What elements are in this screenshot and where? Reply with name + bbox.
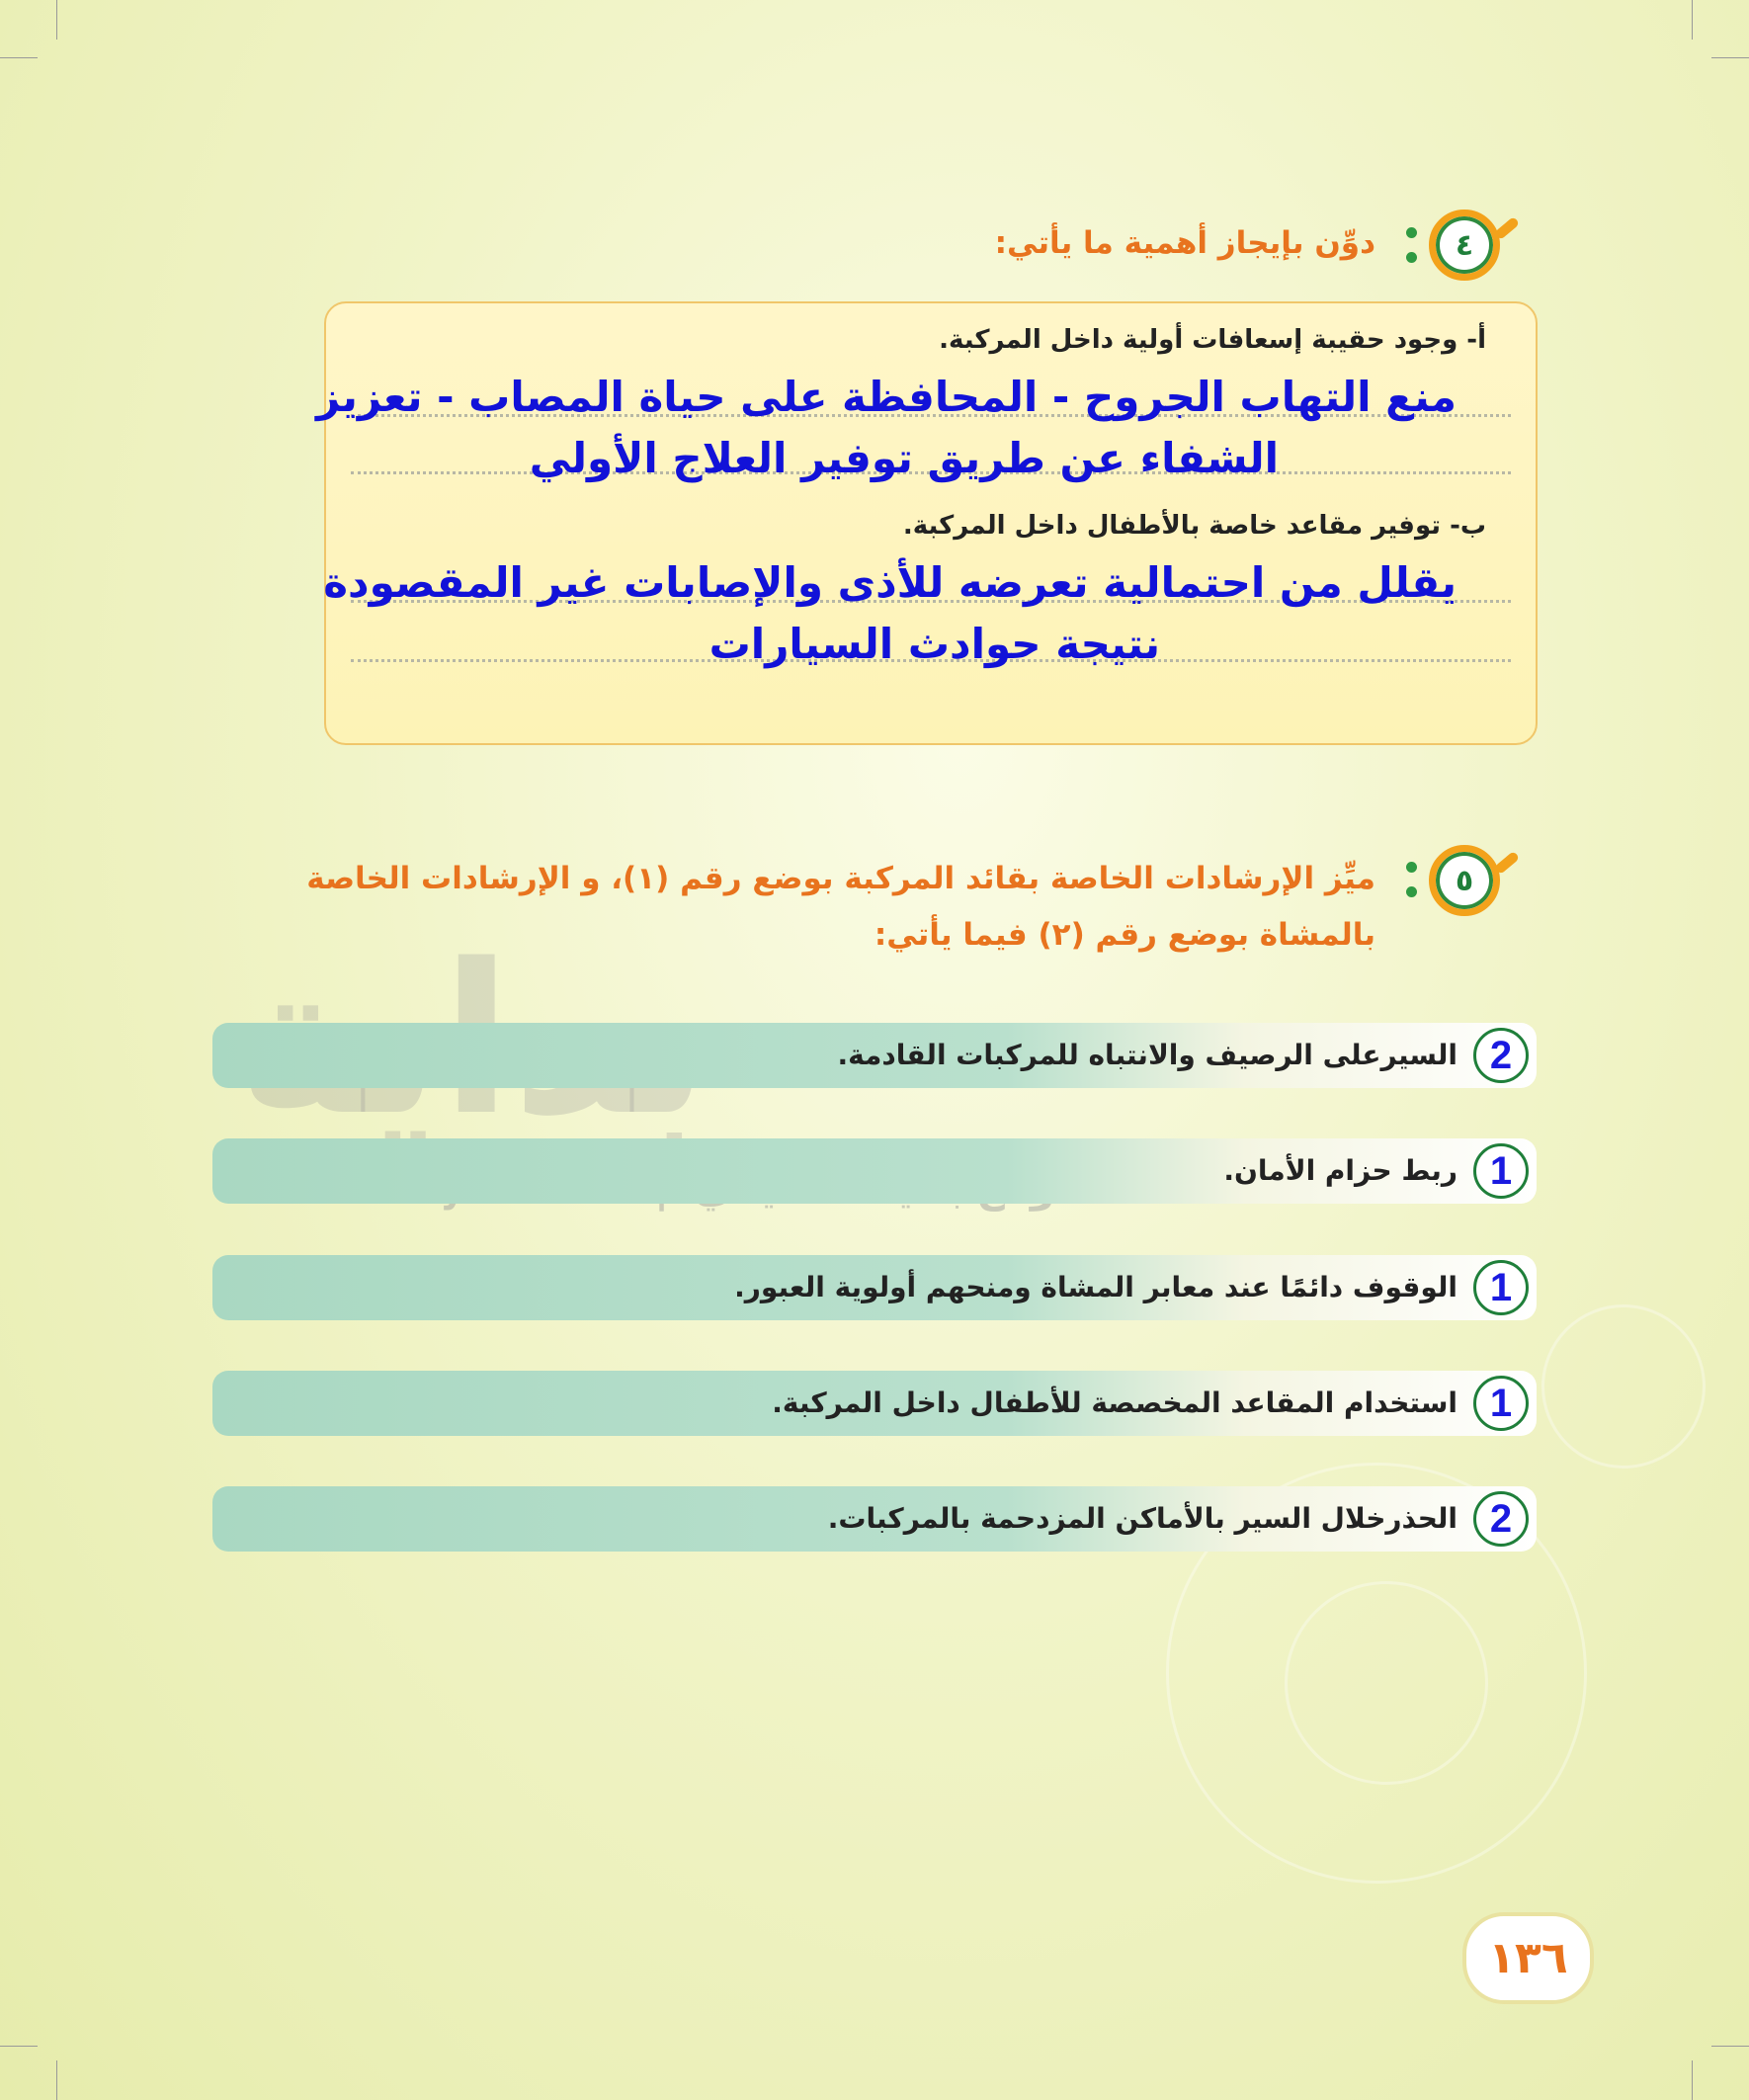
colon-icon bbox=[1406, 227, 1418, 267]
question-4-title: دوِّن بإيجاز أهمية ما يأتي: bbox=[994, 225, 1375, 261]
question-4-number: ٤ bbox=[1455, 227, 1474, 263]
answer-number: 1 bbox=[1473, 1260, 1529, 1315]
decorative-flower bbox=[1541, 1304, 1706, 1469]
crop-mark bbox=[1711, 2046, 1749, 2047]
statement-text: ربط حزام الأمان. bbox=[1223, 1154, 1458, 1187]
colon-icon bbox=[1406, 862, 1418, 901]
answer-box bbox=[316, 301, 1538, 745]
statement-text: الحذرخلال السير بالأماكن المزدحمة بالمركبات. bbox=[827, 1502, 1458, 1535]
answer-number: 2 bbox=[1473, 1491, 1529, 1547]
question-5-badge bbox=[1429, 845, 1500, 916]
page-number: ١٣٦ bbox=[1462, 1912, 1594, 2004]
crop-mark bbox=[1692, 0, 1693, 40]
statement-text: السيرعلى الرصيف والانتباه للمركبات القادمة. bbox=[837, 1039, 1458, 1071]
statement-row bbox=[212, 1255, 1537, 1320]
crop-mark bbox=[1711, 57, 1749, 58]
crop-mark bbox=[0, 57, 38, 58]
answer-a-line2: الشفاء عن طريق توفير العلاج الأولي bbox=[529, 434, 1279, 482]
statement-text: الوقوف دائمًا عند معابر المشاة ومنحهم أولوية العبور. bbox=[734, 1271, 1458, 1303]
statement-row bbox=[212, 1023, 1537, 1088]
item-a-label: أ- وجود حقيبة إسعافات أولية داخل المركبة. bbox=[939, 325, 1486, 355]
answer-b-line1: يقلل من احتمالية تعرضه للأذى والإصابات غير المقصودة bbox=[323, 558, 1457, 607]
answer-number: 1 bbox=[1473, 1376, 1529, 1431]
crop-mark bbox=[1692, 2060, 1693, 2100]
question-5-title-line1: ميِّز الإرشادات الخاصة بقائد المركبة بوضع رقم (١)، و الإرشادات الخاصة bbox=[306, 861, 1375, 896]
answer-number: 1 bbox=[1473, 1143, 1529, 1199]
statement-text: استخدام المقاعد المخصصة للأطفال داخل المركبة. bbox=[772, 1386, 1458, 1419]
answer-b-line2: نتيجة حوادث السيارات bbox=[708, 620, 1160, 668]
answer-a-line1: منع التهاب الجروح - المحافظة على حياة المصاب - تعزيز bbox=[316, 373, 1457, 421]
crop-mark bbox=[56, 2060, 57, 2100]
statement-row bbox=[212, 1138, 1537, 1204]
question-5-number: ٥ bbox=[1455, 863, 1474, 898]
decorative-flower bbox=[1285, 1581, 1488, 1785]
statement-row bbox=[212, 1371, 1537, 1436]
crop-mark bbox=[0, 2046, 38, 2047]
question-4-badge bbox=[1429, 210, 1500, 281]
item-b-label: ب- توفير مقاعد خاصة بالأطفال داخل المركبة. bbox=[902, 511, 1486, 541]
statement-row bbox=[212, 1486, 1537, 1552]
question-5-title-line2: بالمشاة بوضع رقم (٢) فيما يأتي: bbox=[874, 917, 1375, 953]
crop-mark bbox=[56, 0, 57, 40]
answer-number: 2 bbox=[1473, 1028, 1529, 1083]
